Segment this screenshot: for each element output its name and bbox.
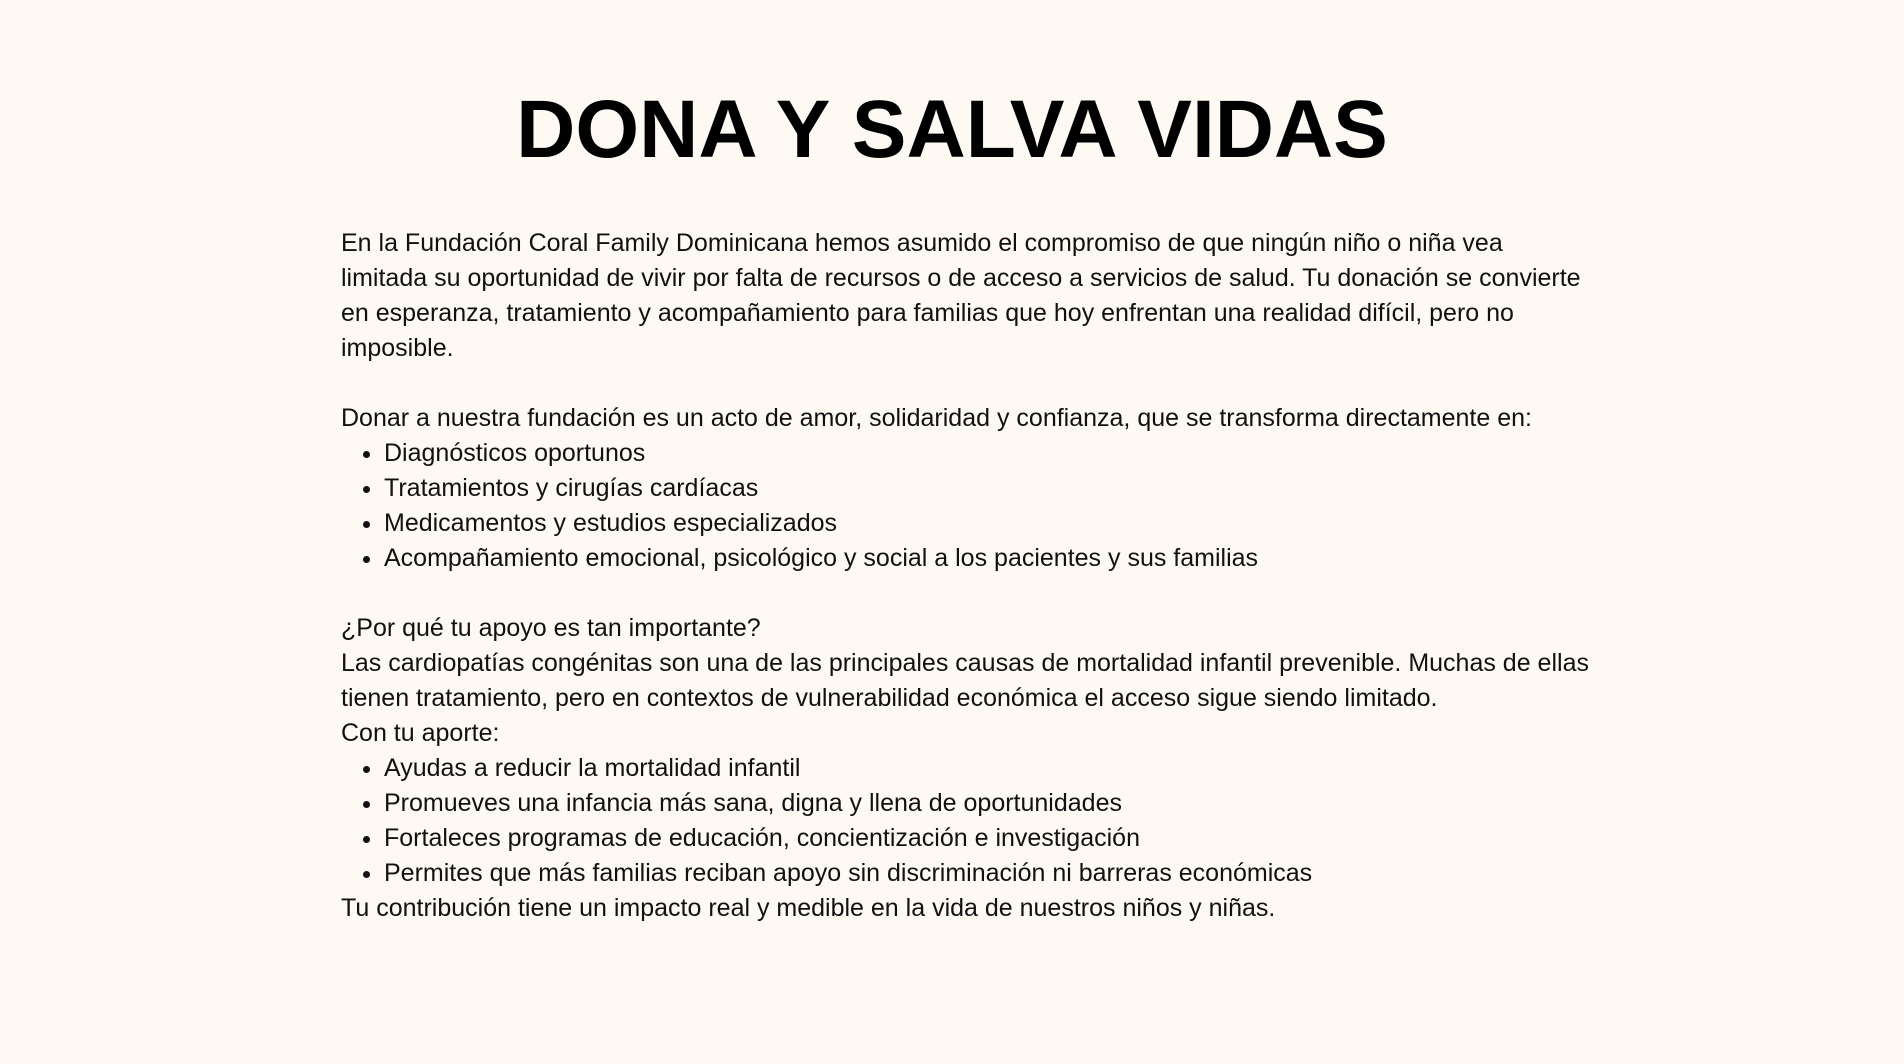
list-item: • Fortaleces programas de educación, concientización e investigación	[384, 821, 1591, 856]
list-item: • Acompañamiento emocional, psicológico y social a los pacientes y sus familias	[384, 541, 1591, 576]
list-item: • Promueves una infancia más sana, digna y llena de oportunidades	[384, 786, 1591, 821]
why-paragraph: Las cardiopatías congénitas son una de las principales causas de mortalidad infantil prevenible. Muchas de ellas tienen tratamiento, pero en contextos de vulnerabilidad económica el acceso sigue siendo limitado.	[341, 649, 1589, 712]
aporte-label: Con tu aporte:	[341, 719, 500, 747]
list-item: • Permites que más familias reciban apoyo sin discriminación ni barreras económicas	[384, 856, 1591, 891]
spacer	[341, 576, 1591, 611]
intro-paragraph: En la Fundación Coral Family Dominicana hemos asumido el compromiso de que ningún niño o niña vea limitada su oportunidad de vivir por falta de recursos o de acceso a servicios de salud. Tu donación se convierte en esperanza, tratamiento y acompañamiento para familias que hoy enfrentan una realidad difícil, pero no imposible.	[341, 229, 1581, 362]
main-content	[341, 226, 1591, 926]
list-item: • Diagnósticos oportunos	[384, 436, 1591, 471]
donar-paragraph: Donar a nuestra fundación es un acto de amor, solidaridad y confianza, que se transforma directamente en:	[341, 404, 1532, 432]
donar-list	[341, 436, 1591, 576]
list-item: • Tratamientos y cirugías cardíacas	[384, 471, 1591, 506]
page-title: DONA Y SALVA VIDAS	[516, 84, 1388, 175]
why-heading: ¿Por qué tu apoyo es tan importante?	[341, 614, 761, 642]
aporte-list	[341, 751, 1591, 891]
list-item: • Ayudas a reducir la mortalidad infantil	[384, 751, 1591, 786]
list-item: • Medicamentos y estudios especializados	[384, 506, 1591, 541]
closing-paragraph: Tu contribución tiene un impacto real y medible en la vida de nuestros niños y niñas.	[341, 894, 1276, 922]
spacer	[341, 366, 1591, 401]
